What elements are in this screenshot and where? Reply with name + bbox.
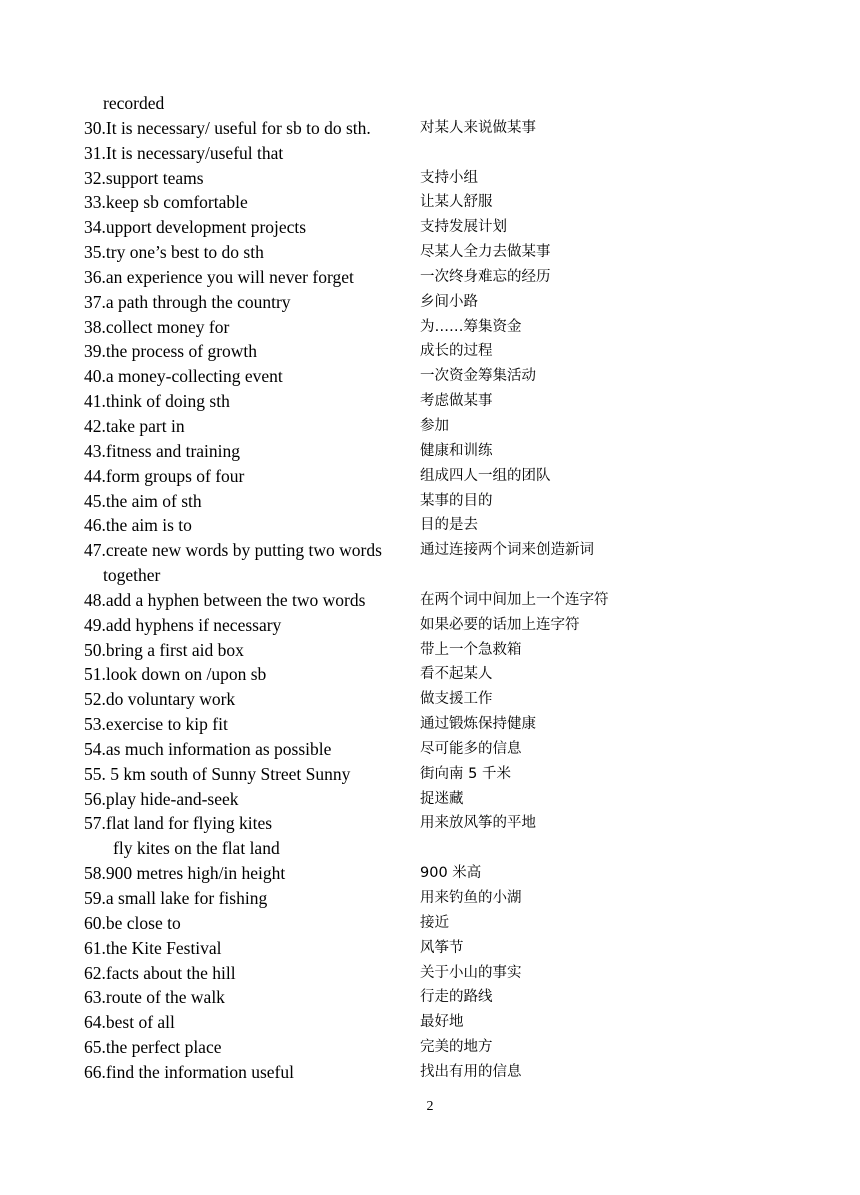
- chinese-translation: 某事的目的: [420, 492, 493, 509]
- english-phrase: 64.best of all: [84, 1012, 175, 1033]
- english-phrase: 46.the aim is to: [84, 515, 192, 536]
- chinese-translation: 如果必要的话加上连字符: [420, 616, 580, 633]
- english-phrase: 43.fitness and training: [84, 440, 241, 461]
- chinese-translation: 捉迷藏: [420, 790, 464, 807]
- english-phrase: 31.It is necessary/useful that: [84, 142, 284, 163]
- english-phrase: 59.a small lake for fishing: [84, 888, 268, 908]
- list-item: [84, 190, 784, 215]
- chinese-translation: 900 米高: [420, 865, 482, 882]
- english-phrase: fly kites on the flat land: [113, 838, 280, 859]
- english-phrase: 34.upport development projects: [84, 217, 307, 238]
- english-phrase: 41.think of doing sth: [84, 391, 230, 412]
- list-item: [84, 290, 784, 315]
- list-item: [84, 315, 784, 340]
- chinese-translation: 参加: [420, 417, 449, 434]
- list-item: [84, 339, 784, 364]
- chinese-translation: 用来放风筝的平地: [420, 815, 536, 832]
- list-item: [84, 215, 784, 240]
- chinese-translation: 一次终身难忘的经历: [420, 268, 551, 285]
- list-item: [84, 91, 784, 116]
- english-phrase: 40.a money-collecting event: [84, 366, 283, 387]
- list-item: [84, 1035, 784, 1060]
- list-item: [84, 489, 784, 514]
- list-item: [84, 141, 784, 166]
- english-phrase: 37.a path through the country: [84, 291, 291, 312]
- english-phrase: recorded: [103, 93, 165, 113]
- english-phrase: 62.facts about the hill: [84, 962, 236, 983]
- list-item: [84, 861, 784, 886]
- chinese-translation: 最好地: [420, 1014, 464, 1031]
- list-item: [84, 166, 784, 191]
- english-phrase: 49.add hyphens if necessary: [84, 614, 282, 635]
- chinese-translation: 组成四人一组的团队: [420, 467, 551, 484]
- english-phrase: 51.look down on /upon sb: [84, 664, 267, 685]
- english-phrase: 32.support teams: [84, 167, 204, 188]
- list-item: [84, 687, 784, 712]
- english-phrase: 47.create new words by putting two words: [84, 540, 382, 561]
- english-phrase: 61.the Kite Festival: [84, 937, 222, 958]
- list-item: [84, 787, 784, 812]
- english-phrase: 50.bring a first aid box: [84, 639, 244, 660]
- english-phrase: 66.find the information useful: [84, 1061, 294, 1082]
- chinese-translation: 尽某人全力去做某事: [420, 244, 551, 261]
- list-item: [84, 439, 784, 464]
- list-item: [84, 414, 784, 439]
- list-item: [84, 116, 784, 141]
- english-phrase: 56.play hide-and-seek: [84, 788, 239, 809]
- english-phrase: 38.collect money for: [84, 316, 230, 337]
- chinese-translation: 街向南 5 千米: [420, 765, 511, 782]
- list-item: [84, 886, 784, 911]
- chinese-translation: 找出有用的信息: [420, 1063, 522, 1080]
- chinese-translation: 行走的路线: [420, 989, 493, 1006]
- chinese-translation: 接近: [420, 914, 449, 931]
- english-phrase: 57.flat land for flying kites: [84, 813, 273, 834]
- list-item: [84, 762, 784, 787]
- list-item: [84, 936, 784, 961]
- english-phrase: 45.the aim of sth: [84, 490, 202, 511]
- list-item: [84, 911, 784, 936]
- chinese-translation: 对某人来说做某事: [420, 119, 536, 136]
- english-phrase: 53.exercise to kip fit: [84, 714, 228, 735]
- chinese-translation: 带上一个急救箱: [420, 641, 522, 658]
- list-item: [84, 538, 784, 563]
- english-phrase: 44.form groups of four: [84, 465, 245, 486]
- chinese-translation: 让某人舒服: [420, 194, 493, 211]
- english-phrase: 36.an experience you will never forget: [84, 266, 354, 287]
- list-item: [84, 712, 784, 737]
- chinese-translation: 健康和训练: [420, 442, 493, 459]
- chinese-translation: 成长的过程: [420, 343, 493, 360]
- list-item: [84, 265, 784, 290]
- list-item: [84, 389, 784, 414]
- list-item: [84, 1010, 784, 1035]
- list-item: [84, 961, 784, 986]
- list-item: [84, 662, 784, 687]
- english-phrase: 54.as much information as possible: [84, 738, 332, 759]
- chinese-translation: 目的是去: [420, 517, 478, 534]
- page-number: 2: [426, 1099, 434, 1114]
- list-item: [84, 811, 784, 836]
- english-phrase: 52.do voluntary work: [84, 689, 236, 710]
- list-item: [84, 464, 784, 489]
- list-item: [84, 588, 784, 613]
- list-item: [84, 836, 784, 861]
- english-phrase: 48.add a hyphen between the two words: [84, 589, 366, 610]
- english-phrase: 55. 5 km south of Sunny Street Sunny: [84, 763, 351, 784]
- chinese-translation: 为……筹集资金: [420, 318, 522, 335]
- list-item: [84, 613, 784, 638]
- list-item: [84, 513, 784, 538]
- list-item: [84, 985, 784, 1010]
- english-phrase: 58.900 metres high/in height: [84, 863, 286, 884]
- chinese-translation: 考虑做某事: [420, 393, 493, 410]
- chinese-translation: 乡间小路: [420, 293, 478, 310]
- list-item: [84, 563, 784, 588]
- list-item: [84, 638, 784, 663]
- english-phrase: together: [103, 565, 161, 586]
- english-phrase: 65.the perfect place: [84, 1037, 222, 1058]
- chinese-translation: 用来钓鱼的小湖: [420, 890, 522, 906]
- chinese-translation: 支持发展计划: [420, 219, 507, 236]
- chinese-translation: 风筝节: [420, 939, 464, 956]
- english-phrase: 30.It is necessary/ useful for sb to do sth.: [84, 117, 371, 138]
- list-item: [84, 1060, 784, 1085]
- chinese-translation: 完美的地方: [420, 1039, 493, 1056]
- chinese-translation: 在两个词中间加上一个连字符: [420, 591, 609, 608]
- chinese-translation: 尽可能多的信息: [420, 740, 522, 757]
- list-item: [84, 737, 784, 762]
- english-phrase: 35.try one’s best to do sth: [84, 242, 264, 263]
- chinese-translation: 关于小山的事实: [420, 964, 522, 981]
- chinese-translation: 看不起某人: [420, 666, 493, 683]
- chinese-translation: 通过连接两个词来创造新词: [420, 542, 594, 559]
- chinese-translation: 通过锻炼保持健康: [420, 716, 536, 733]
- vocabulary-list: [84, 91, 784, 1085]
- chinese-translation: 一次资金筹集活动: [420, 368, 536, 385]
- english-phrase: 33.keep sb comfortable: [84, 192, 248, 213]
- english-phrase: 42.take part in: [84, 415, 185, 436]
- chinese-translation: 支持小组: [420, 169, 478, 186]
- list-item: [84, 364, 784, 389]
- list-item: [84, 240, 784, 265]
- english-phrase: 60.be close to: [84, 912, 181, 933]
- english-phrase: 39.the process of growth: [84, 341, 258, 362]
- chinese-translation: 做支援工作: [420, 691, 493, 708]
- english-phrase: 63.route of the walk: [84, 987, 225, 1008]
